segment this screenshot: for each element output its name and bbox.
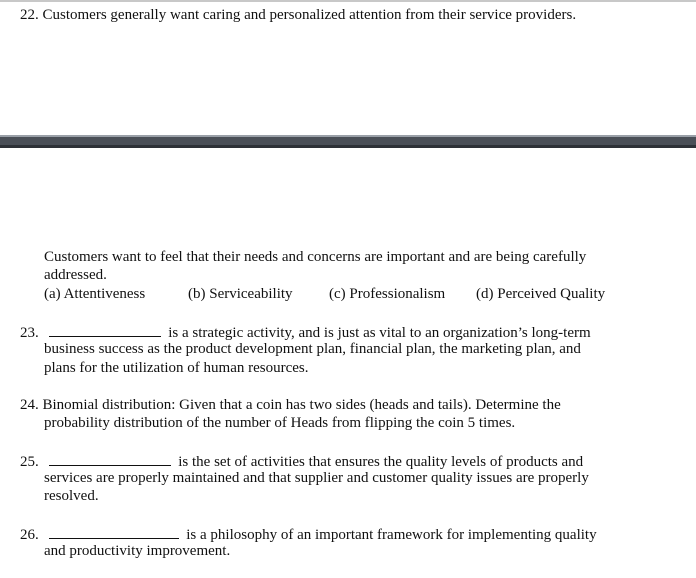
option-b: (b) Serviceability xyxy=(188,286,293,302)
question-23-line2: business success as the product development plan, financial plan, the marketing plan, and xyxy=(44,341,581,357)
question-23-line3: plans for the utilization of human resources. xyxy=(44,360,309,376)
question-26-line2: and productivity improvement. xyxy=(44,543,231,559)
question-24-number: 24. xyxy=(20,397,39,413)
question-26-text-1: is a philosophy of an important framework for implementing quality xyxy=(186,527,597,543)
question-24-line1 xyxy=(20,396,561,414)
question-26-line1 xyxy=(20,524,597,544)
question-25-blank[interactable] xyxy=(49,451,171,466)
question-22-cont-line2: addressed. xyxy=(44,267,107,283)
question-24-text-1: Binomial distribution: Given that a coin has two sides (heads and tails). Determine the xyxy=(42,397,561,413)
question-22-number: 22. xyxy=(20,7,39,23)
question-26-number: 26. xyxy=(20,527,39,543)
question-23-number: 23. xyxy=(20,325,39,341)
option-d: (d) Perceived Quality xyxy=(476,286,606,302)
top-border xyxy=(0,0,696,2)
question-26-blank[interactable] xyxy=(49,524,179,539)
page-break-divider xyxy=(0,135,696,148)
option-c: (c) Professionalism xyxy=(329,286,446,302)
question-25-text-1: is the set of activities that ensures the quality levels of products and xyxy=(178,454,584,470)
divider-shadow xyxy=(0,145,696,148)
divider-highlight xyxy=(0,135,696,137)
question-23-text-1: is a strategic activity, and is just as vital to an organization’s long-term xyxy=(168,325,591,341)
question-22-options xyxy=(44,285,684,303)
question-22-cont-line1: Customers want to feel that their needs and concerns are important and are being carefully xyxy=(44,249,587,265)
question-23-blank[interactable] xyxy=(49,322,161,337)
question-22-text: Customers generally want caring and personalized attention from their service providers. xyxy=(42,7,577,23)
question-23-line1 xyxy=(20,322,591,342)
question-22 xyxy=(20,6,576,24)
option-a: (a) Attentiveness xyxy=(44,286,146,302)
question-25-line1 xyxy=(20,451,583,471)
question-24-line2: probability distribution of the number of Heads from flipping the coin 5 times. xyxy=(44,415,516,431)
question-25-number: 25. xyxy=(20,454,39,470)
question-25-line3: resolved. xyxy=(44,488,99,504)
question-25-line2: services are properly maintained and that supplier and customer quality issues are properly xyxy=(44,470,589,486)
